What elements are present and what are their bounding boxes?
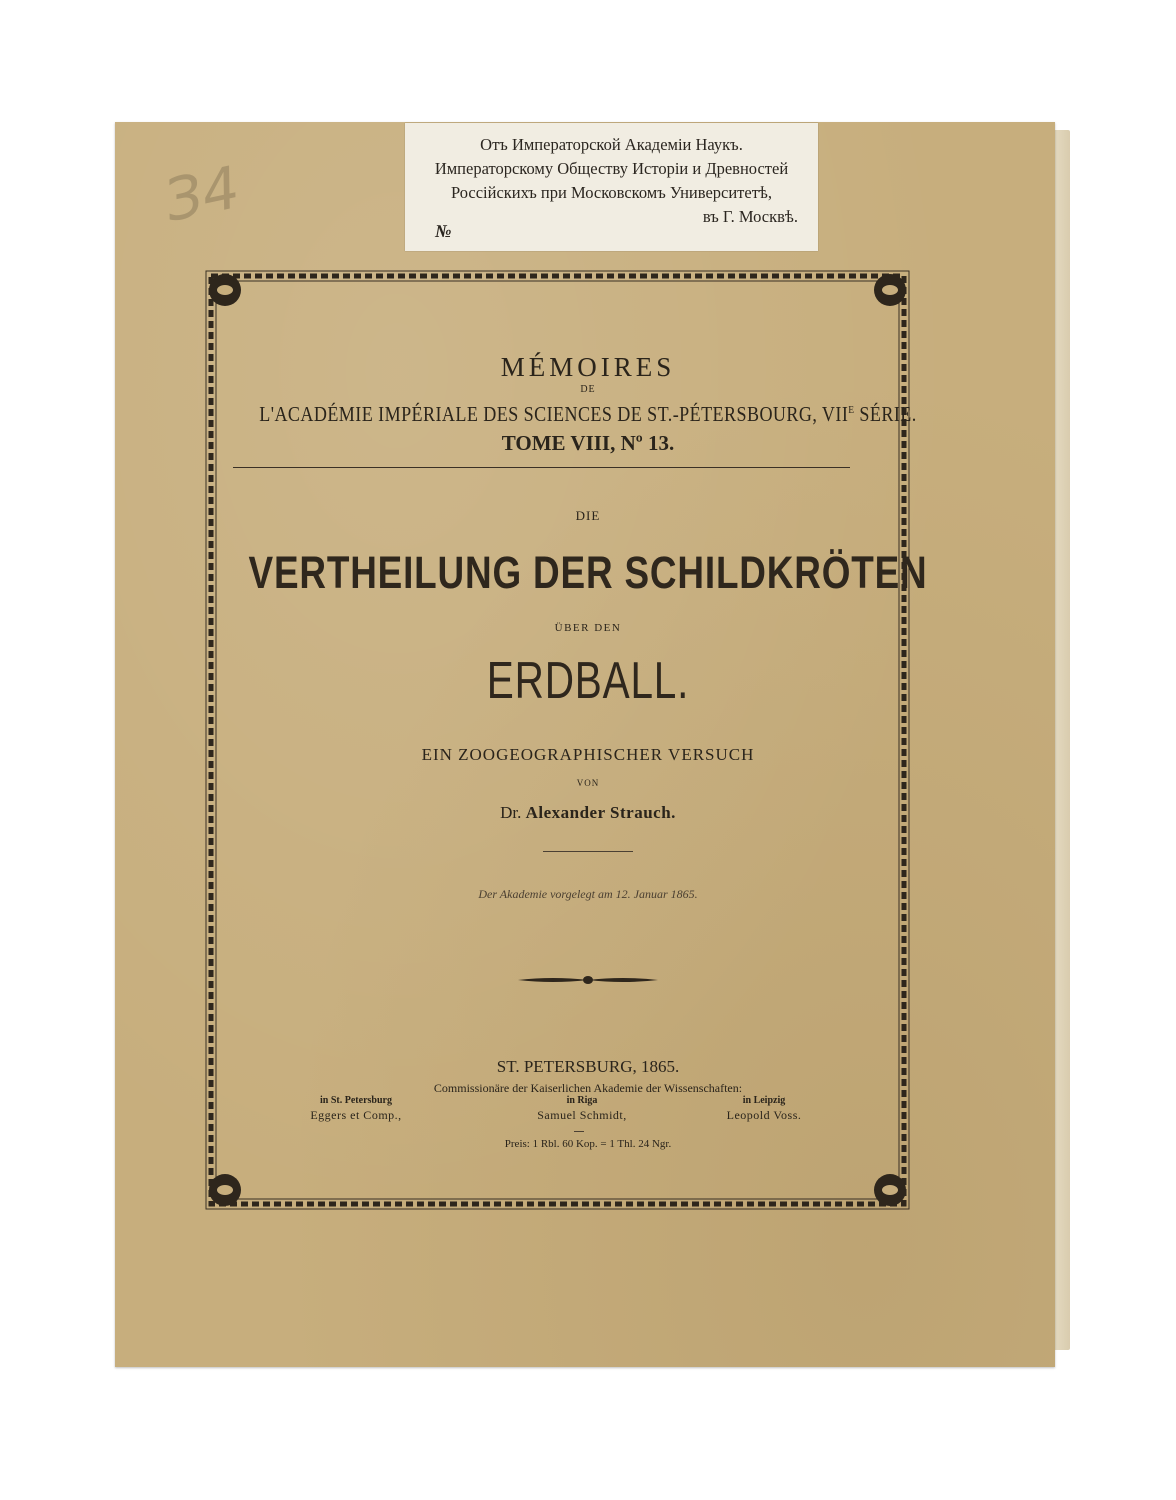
tome-number: TOME VIII, Nº 13. [501,431,675,455]
publisher-name: Eggers et Comp., [310,1108,402,1122]
author-prefix: Dr. [500,803,526,822]
pencil-inscription: З4 [158,153,246,235]
series-de: DE [580,384,596,395]
short-divider [543,851,633,852]
center-ornament-icon [518,973,658,987]
price-line: Preis: 1 Rbl. 60 Kop. = 1 Thl. 24 Ngr. [504,1138,672,1150]
series-superscript: E [848,404,855,416]
article-die: DIE [575,508,601,523]
imprint-place-date: ST. PETERSBURG, 1865. [496,1057,680,1076]
uber-den: ÜBER DEN [554,622,622,634]
label-line-1: Отъ Императорской Академіи Наукъ. [480,135,743,154]
library-label [405,123,818,251]
commission-line: Commissionäre der Kaiserlichen Akademie der Wissenschaften: [433,1081,743,1095]
publisher-city: in Riga [566,1095,598,1106]
divider-rule [233,467,850,468]
tiny-divider [574,1131,584,1132]
author-name: Alexander Strauch. [525,803,676,822]
subtitle: EIN ZOOGEOGRAPHISCHER VERSUCH [421,745,755,764]
publisher-leipzig [654,1095,874,1123]
academy-name: L'ACADÉMIE IMPÉRIALE DES SCIENCES DE ST.-PÉTERSBOURG, VII [259,402,849,426]
von: VON [576,778,600,788]
author-line [0,803,1176,823]
label-line-2: Императорскому Обществу Исторіи и Древностей [434,159,789,178]
publisher-city: in Leipzig [742,1095,786,1106]
presentation-note: Der Akademie vorgelegt am 12. Januar 1865. [478,887,698,901]
main-title-line-2: ERDBALL. [486,652,690,710]
publisher-name: Samuel Schmidt, [537,1108,627,1122]
publisher-city: in St. Petersburg [320,1095,392,1106]
main-title-line-1: VERTHEILUNG DER SCHILDKRÖTEN [248,547,928,598]
academy-line [82,402,1093,427]
publisher-name: Leopold Voss. [726,1108,802,1122]
label-number-sign: № [435,221,452,241]
serie-word: SÉRIE. [854,402,917,426]
label-line-3: Россійскихъ при Московскомъ Университетѣ, [450,183,773,202]
series-title: MÉMOIRES [500,352,676,382]
label-line-4: въ Г. Москвѣ. [702,207,798,226]
publisher-st-petersburg [246,1095,466,1123]
